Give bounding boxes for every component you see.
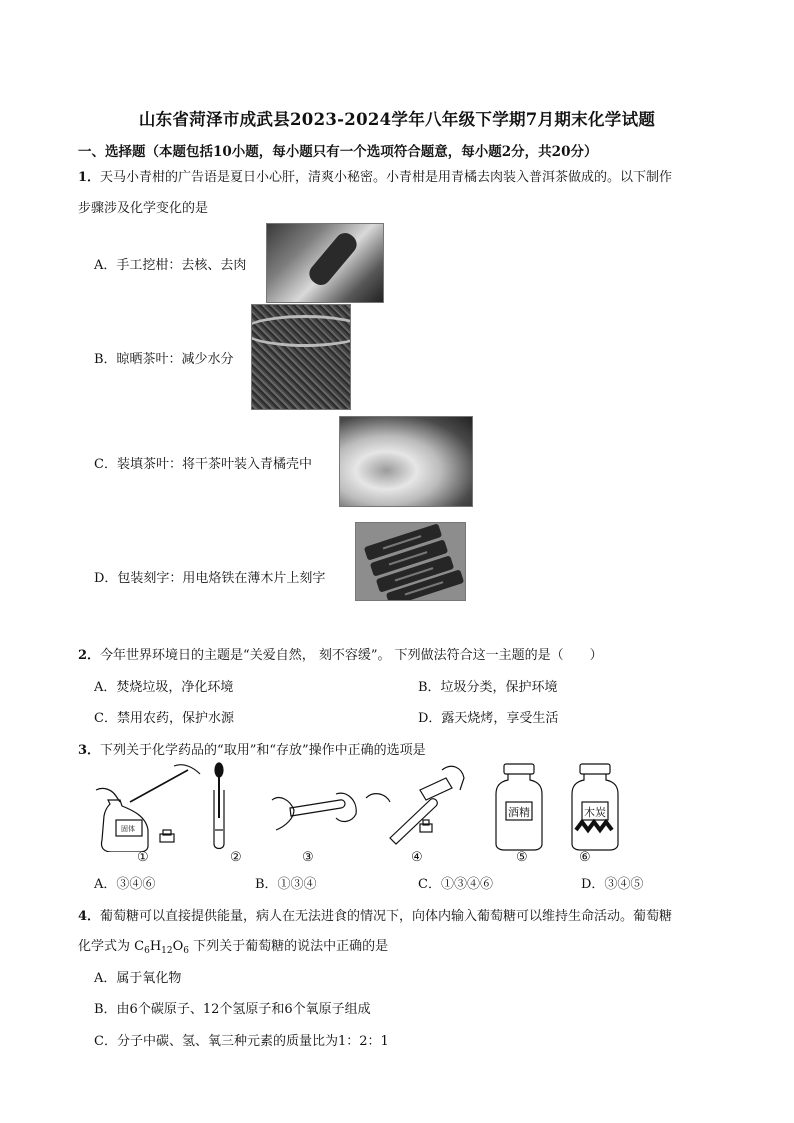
figure-3-test-tube <box>272 793 356 830</box>
jar-label: 固体 <box>121 825 135 833</box>
figure-label-3: ③ <box>302 850 314 865</box>
q2-number: 2． <box>78 648 101 663</box>
figure-2-dropper <box>214 763 224 849</box>
formula-prefix: 化学式为 <box>78 939 135 954</box>
q3-option-a[interactable]: A．③④⑥ <box>94 877 156 892</box>
figure-label-6: ⑥ <box>579 850 591 865</box>
formula-c: C <box>134 939 145 954</box>
q2-option-a[interactable]: A．焚烧垃圾，净化环境 <box>94 680 234 695</box>
q4-stem-rest: 下列关于葡萄糖的说法中正确的是 <box>189 939 389 954</box>
figure-1-solid-jar <box>96 765 200 852</box>
section-heading: 一、选择题（本题包括10小题，每小题只有一个选项符合题意，每小题2分，共20分） <box>78 144 598 160</box>
q4-option-b[interactable]: B．由6个碳原子、12个氢原子和6个氧原子组成 <box>94 1002 371 1017</box>
q1-photo-d <box>355 522 466 601</box>
q3-number: 3． <box>78 743 101 758</box>
figure-4-pouring <box>366 766 464 844</box>
formula-h: H <box>149 939 162 954</box>
bottle-label-charcoal: 木炭 <box>584 806 606 819</box>
bottle-label-alcohol: 酒精 <box>508 806 530 819</box>
q2-option-c[interactable]: C．禁用农药，保护水源 <box>94 711 234 726</box>
formula-sub-h: 12 <box>161 946 173 956</box>
figure-label-2: ② <box>230 850 242 865</box>
q3-figure <box>90 760 630 852</box>
page-title: 山东省菏泽市成武县2023-2024学年八年级下学期7月期末化学试题 <box>138 110 656 129</box>
figure-label-4: ④ <box>411 850 423 865</box>
q1-option-a[interactable]: A．手工挖柑：去核、去肉 <box>94 258 247 273</box>
q1-option-b[interactable]: B．晾晒茶叶：减少水分 <box>94 352 234 367</box>
q1-stem-line2: 步骤涉及化学变化的是 <box>78 201 209 216</box>
q3-option-b[interactable]: B．①③④ <box>255 877 317 892</box>
q1-number: 1． <box>78 170 101 185</box>
glucose-formula <box>134 939 189 954</box>
q2-option-b[interactable]: B．垃圾分类，保护环境 <box>418 680 558 695</box>
q4-option-c[interactable]: C．分子中碳、氢、氧三种元素的质量比为1：2：1 <box>94 1034 389 1049</box>
q4-stem-text: 葡萄糖可以直接提供能量，病人在无法进食的情况下，向体内输入葡萄糖可以维持生命活动。葡萄糖 <box>100 909 673 924</box>
formula-sub-o: 6 <box>183 946 190 956</box>
tool-shape <box>305 229 360 289</box>
figure-label-1: ① <box>137 850 149 865</box>
tray-rim <box>251 315 351 347</box>
q1-stem-text: 天马小青柑的广告语是夏日小心肝，清爽小秘密。小青柑是用青橘去肉装入普洱茶做成的。以下制作 <box>100 170 673 185</box>
q1-option-d[interactable]: D．包装刻字：用电烙铁在薄木片上刻字 <box>94 571 326 586</box>
figure-label-5: ⑤ <box>516 850 528 865</box>
q3-stem <box>78 739 426 758</box>
formula-sub-c: 6 <box>144 946 150 956</box>
q2-option-d[interactable]: D．露天烧烤，享受生活 <box>418 711 559 726</box>
q4-option-a[interactable]: A．属于氧化物 <box>94 971 182 986</box>
q2-stem <box>78 644 603 663</box>
q1-stem-line1 <box>78 166 672 185</box>
formula-o: O <box>172 939 184 954</box>
q4-stem-line2 <box>78 935 388 956</box>
q3-stem-text: 下列关于化学药品的“取用”和“存放”操作中正确的选项是 <box>100 743 426 758</box>
q3-option-c[interactable]: C．①③④⑥ <box>418 877 493 892</box>
q2-stem-text: 今年世界环境日的主题是“关爱自然， 刻不容缓”。 下列做法符合这一主题的是（ ） <box>100 648 603 663</box>
q4-number: 4． <box>78 909 101 924</box>
q1-photo-c <box>339 416 473 507</box>
q3-option-d[interactable]: D．③④⑤ <box>581 877 644 892</box>
q1-photo-b <box>251 304 351 410</box>
q4-stem-line1 <box>78 905 672 924</box>
q1-option-c[interactable]: C．装填茶叶：将干茶叶装入青橘壳中 <box>94 457 312 472</box>
q1-photo-a <box>266 223 384 303</box>
